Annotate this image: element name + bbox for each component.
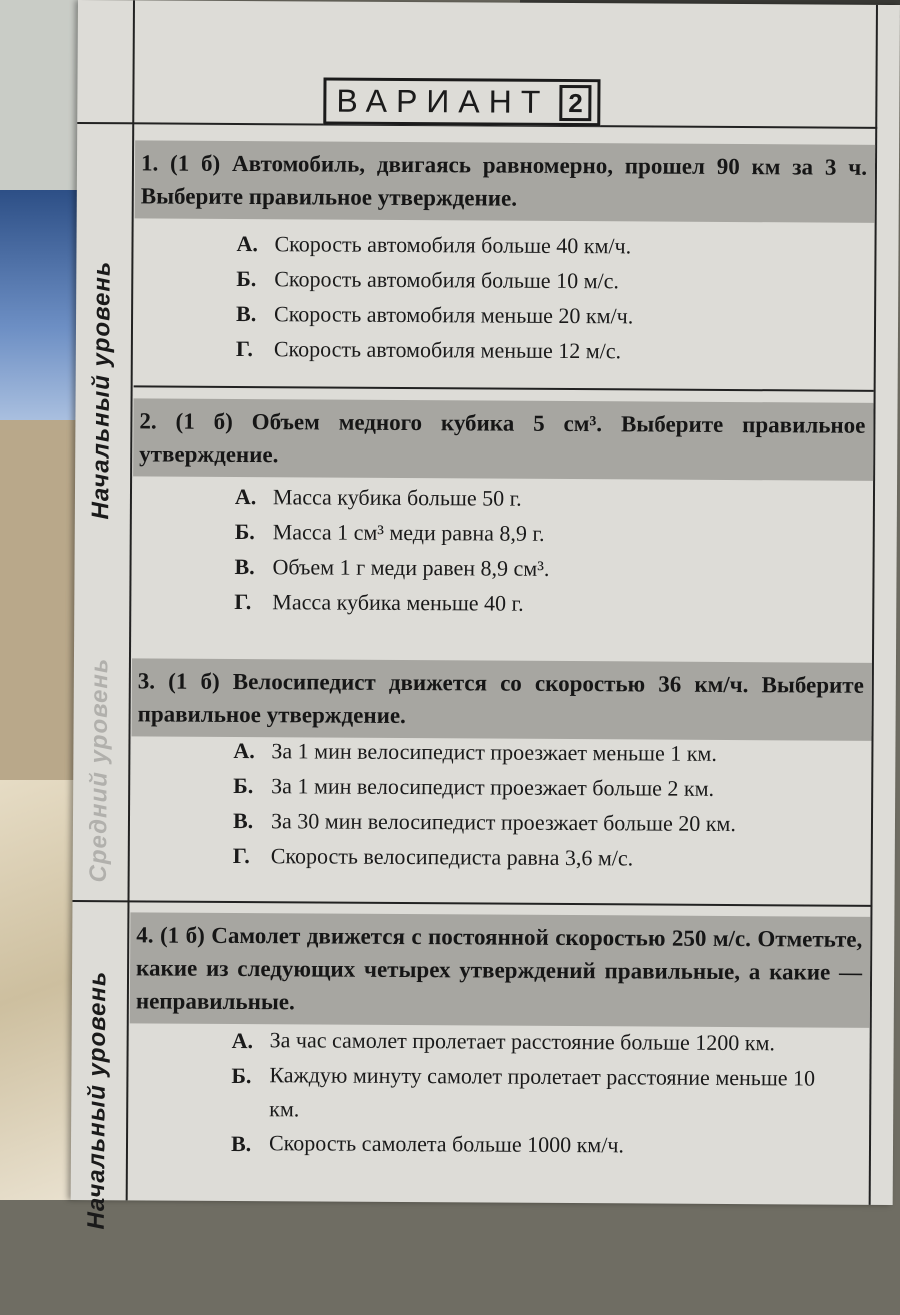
option-text: Скорость самолета больше 1000 км/ч. xyxy=(268,1130,625,1158)
question-1-prompt xyxy=(135,140,875,223)
option-text: Каждую минуту самолет пролетает расстояние меньше 10 км. xyxy=(269,1062,816,1122)
background-wall xyxy=(0,0,80,190)
background-books xyxy=(0,780,80,1200)
level-label-top-text: Начальный уровень xyxy=(86,260,116,520)
option-item xyxy=(233,838,873,877)
worksheet-page xyxy=(71,0,900,1230)
question-3-prompt xyxy=(132,658,872,741)
option-item xyxy=(236,226,876,265)
option-letter: Б. xyxy=(233,772,254,799)
option-item xyxy=(236,296,876,335)
option-text: Скорость автомобиля меньше 20 км/ч. xyxy=(274,301,634,329)
level-label-middle-text: Средний уровень xyxy=(84,657,113,883)
level-divider xyxy=(72,900,872,907)
option-letter: Г. xyxy=(234,588,252,615)
option-letter: Б. xyxy=(231,1062,252,1089)
question-2-prompt xyxy=(133,398,873,481)
question-4-text: 4. (1 б) Самолет движется с постоянной скоростью 250 м/с. Отметьте, какие из следующих четырех утверждений правильные, а какие — неправильные. xyxy=(135,922,863,1015)
option-text: Скорость автомобиля меньше 12 м/с. xyxy=(273,336,622,364)
question-1-options xyxy=(236,226,877,370)
variant-header xyxy=(323,78,601,127)
variant-number: 2 xyxy=(559,84,592,120)
level-label-top xyxy=(72,180,131,600)
option-letter: А. xyxy=(231,1027,254,1054)
option-text: Скорость автомобиля больше 40 км/ч. xyxy=(274,231,632,259)
question-4-options xyxy=(231,1023,832,1165)
option-letter: В. xyxy=(236,300,257,327)
level-label-bottom-text: Начальный уровень xyxy=(82,970,112,1230)
option-item xyxy=(231,1058,831,1130)
question-2-options xyxy=(234,479,875,623)
option-letter: В. xyxy=(234,553,255,580)
option-item xyxy=(236,261,876,300)
option-letter: В. xyxy=(232,807,254,834)
question-2-text: 2. (1 б) Объем медного кубика 5 см³. Выберите правильное утверждение. xyxy=(139,408,866,468)
option-text: За час самолет пролетает расстояние больше 1200 км. xyxy=(269,1027,776,1056)
variant-word: ВАРИАНТ xyxy=(336,82,550,120)
option-text: Скорость велосипедиста равна 3,6 м/с. xyxy=(270,843,634,871)
option-letter: В. xyxy=(230,1130,252,1157)
question-4-prompt xyxy=(130,912,871,1028)
option-text: Объем 1 г меди равен 8,9 см³. xyxy=(272,554,550,581)
option-item xyxy=(231,1126,831,1165)
option-item xyxy=(233,733,873,772)
option-item xyxy=(235,479,875,518)
option-letter: Г. xyxy=(235,335,253,362)
option-item xyxy=(234,549,874,588)
option-text: За 1 мин велосипедист проезжает больше 2 км. xyxy=(271,773,715,801)
option-item xyxy=(232,1023,832,1062)
question-1-text: 1. (1 б) Автомобиль, двигаясь равномерно, прошел 90 км за 3 ч. Выберите правильное утверждение. xyxy=(140,150,868,211)
option-letter: Б. xyxy=(234,518,255,545)
option-text: Масса кубика больше 50 г. xyxy=(272,484,522,511)
option-letter: Б. xyxy=(236,265,257,292)
background-shelf xyxy=(0,420,80,780)
background-window xyxy=(0,190,80,420)
option-letter: А. xyxy=(236,230,258,257)
option-item xyxy=(233,768,873,807)
question-3-text: 3. (1 б) Велосипедист движется со скоростью 36 км/ч. Выберите правильное утверждение. xyxy=(137,668,864,729)
level-label-bottom xyxy=(68,890,127,1310)
question-3-options xyxy=(233,733,874,877)
question-divider-1 xyxy=(134,385,874,392)
option-text: Скорость автомобиля больше 10 м/с. xyxy=(274,266,619,294)
option-text: Масса 1 см³ меди равна 8,9 г. xyxy=(272,519,545,546)
option-item xyxy=(233,803,873,842)
option-item xyxy=(234,584,874,623)
option-letter: А. xyxy=(233,737,255,764)
option-text: За 30 мин велосипедист проезжает больше 20 км. xyxy=(270,808,736,837)
option-item xyxy=(235,514,875,553)
option-text: Масса кубика меньше 40 г. xyxy=(272,589,524,616)
option-text: За 1 мин велосипедист проезжает меньше 1 км. xyxy=(271,738,717,766)
option-letter: Г. xyxy=(232,842,250,869)
option-item xyxy=(236,331,876,370)
option-letter: А. xyxy=(234,483,257,510)
